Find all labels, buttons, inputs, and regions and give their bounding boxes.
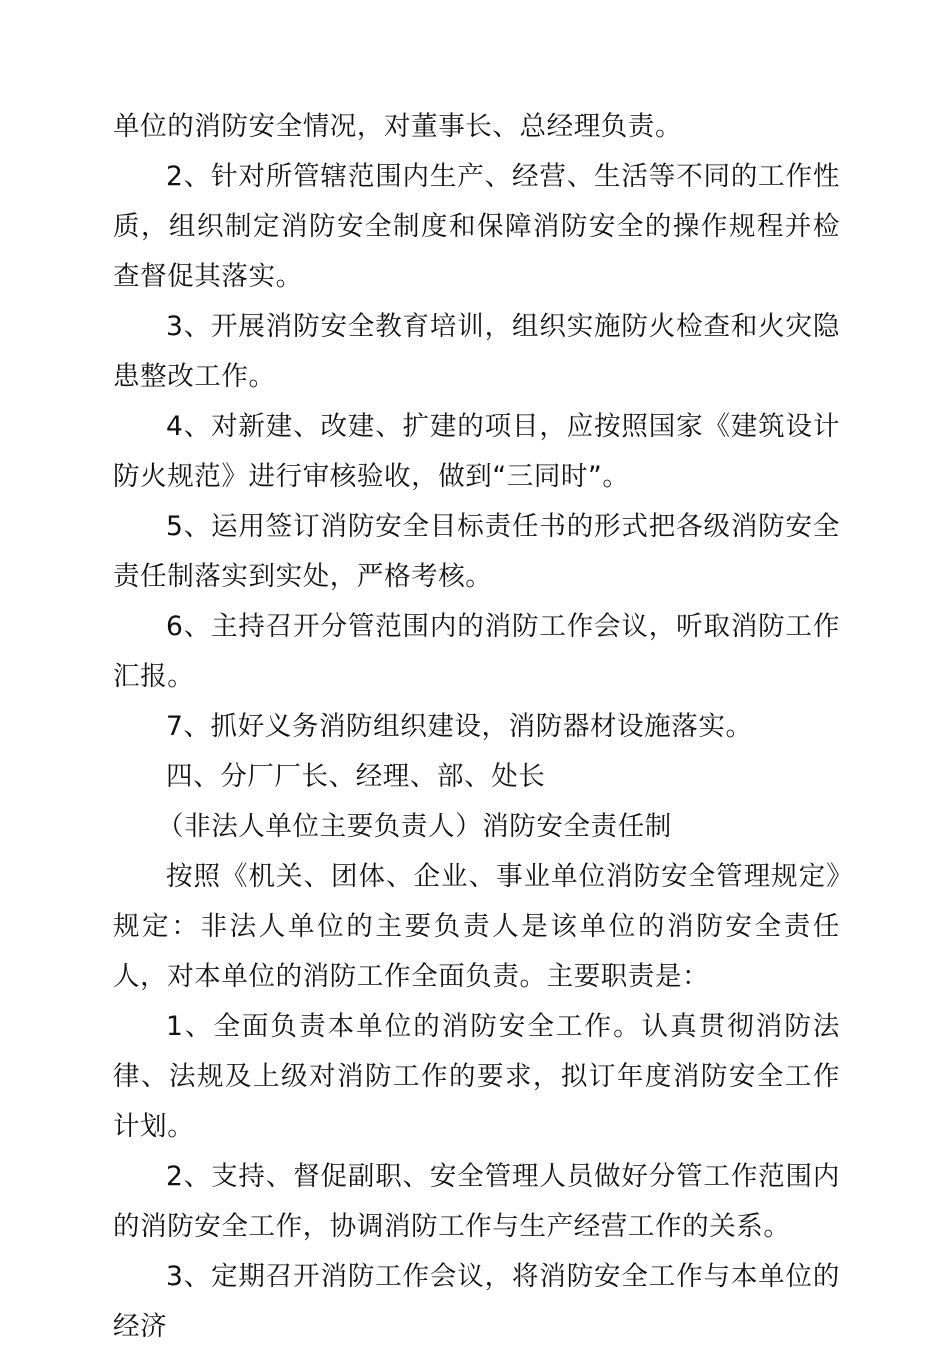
section-heading: 四、分厂厂长、经理、部、处长 xyxy=(166,761,546,792)
paragraph-item-5: 5、运用签订消防安全目标责任书的形式把各级消防安全责任制落实到实处，严格考核。 xyxy=(113,511,840,592)
paragraph-item-7: 7、抓好义务消防组织建设，消防器材设施落实。 xyxy=(166,711,753,742)
paragraph-item-4: 4、对新建、改建、扩建的项目，应按照国家《建筑设计防火规范》进行审核验收，做到“三同时”。 xyxy=(113,411,840,492)
paragraph-continuation: 单位的消防安全情况，对董事长、总经理负责。 xyxy=(113,111,683,142)
paragraph-intro: 按照《机关、团体、企业、事业单位消防安全管理规定》规定：非法人单位的主要负责人是该单位的消防安全责任人，对本单位的消防工作全面负责。主要职责是： xyxy=(113,861,840,992)
paragraph-duty-3: 3、定期召开消防工作会议，将消防安全工作与本单位的经济 xyxy=(113,1261,840,1342)
paragraph-item-2: 2、针对所管辖范围内生产、经营、生活等不同的工作性质，组织制定消防安全制度和保障消防安全的操作规程并检查督促其落实。 xyxy=(113,161,840,292)
section-subheading: （非法人单位主要负责人）消防安全责任制 xyxy=(157,811,672,842)
paragraph-item-3: 3、开展消防安全教育培训，组织实施防火检查和火灾隐患整改工作。 xyxy=(113,311,840,392)
document-page xyxy=(113,102,840,1352)
paragraph-duty-2: 2、支持、督促副职、安全管理人员做好分管工作范围内的消防安全工作，协调消防工作与生产经营工作的关系。 xyxy=(113,1161,840,1242)
paragraph-duty-1: 1、全面负责本单位的消防安全工作。认真贯彻消防法律、法规及上级对消防工作的要求，拟订年度消防安全工作计划。 xyxy=(113,1011,840,1142)
paragraph-item-6: 6、主持召开分管范围内的消防工作会议，听取消防工作汇报。 xyxy=(113,611,840,692)
